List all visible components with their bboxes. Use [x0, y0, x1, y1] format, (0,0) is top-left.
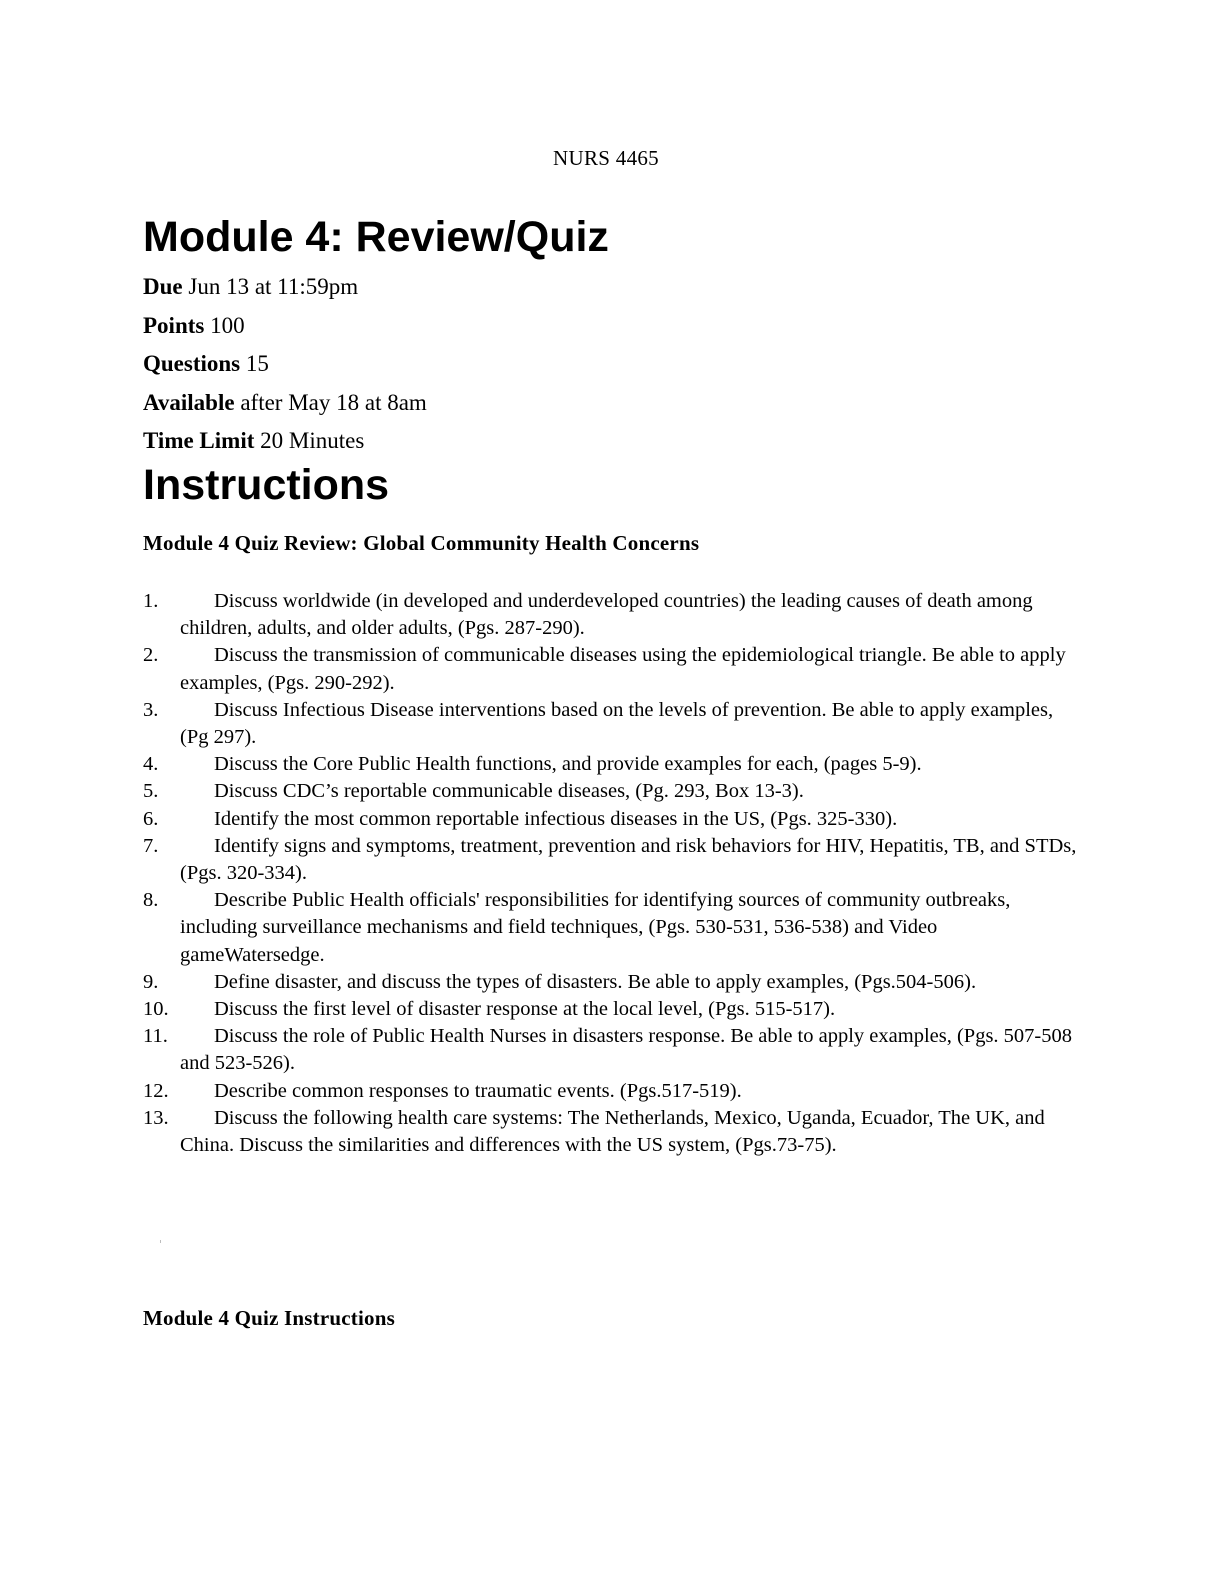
quiz-instructions-heading: Module 4 Quiz Instructions	[143, 1306, 395, 1330]
item-number: 13.	[143, 1106, 169, 1129]
item-text: Discuss the Core Public Health functions, and provide examples for each, (pages 5-9).	[214, 753, 922, 776]
list-item	[143, 996, 1083, 1023]
item-text: Discuss the role of Public Health Nurses in disasters response. Be able to apply examples, (Pgs. 507-508 and 523-526).	[180, 1025, 1072, 1075]
list-item	[143, 751, 1083, 778]
list-item	[143, 887, 1083, 969]
list-item	[143, 806, 1083, 833]
item-text: Identify the most common reportable infectious diseases in the US, (Pgs. 325-330).	[214, 807, 898, 830]
list-item	[143, 833, 1083, 887]
item-number: 3.	[143, 698, 159, 721]
item-number: 8.	[143, 889, 159, 912]
review-subtitle: Module 4 Quiz Review: Global Community Health Concerns	[143, 531, 700, 555]
item-text: Identify signs and symptoms, treatment, prevention and risk behaviors for HIV, Hepatitis, TB, and STDs, (Pgs. 320-334).	[180, 834, 1077, 885]
detail-label: Points	[143, 312, 205, 338]
detail-value: Jun 13 at 11:59pm	[188, 274, 359, 299]
detail-value: after May 18 at 8am	[240, 389, 427, 415]
list-item	[143, 1078, 1083, 1105]
detail-value: 20 Minutes	[260, 428, 365, 454]
detail-value: 15	[245, 351, 269, 377]
item-text: Discuss the transmission of communicable diseases using the epidemiological triangle. Be able to apply examples, (Pgs. 290-292).	[180, 644, 1066, 694]
detail-due	[143, 270, 427, 309]
instructions-heading: Instructions	[143, 461, 390, 509]
item-number: 7.	[143, 834, 159, 857]
assignment-details	[143, 270, 427, 463]
list-item	[143, 642, 1083, 696]
item-text: Discuss the following health care systems: The Netherlands, Mexico, Uganda, Ecuador, The UK, and China. Discuss the similarities and differences with the US system, (Pgs.73-75).	[180, 1106, 1045, 1157]
detail-available	[143, 386, 427, 425]
detail-label: Time Limit	[143, 428, 255, 454]
list-item	[143, 697, 1083, 751]
list-item	[143, 969, 1083, 996]
item-text: Discuss Infectious Disease interventions based on the levels of prevention. Be able to apply examples, (Pg 297).	[180, 698, 1054, 749]
course-code: NURS 4465	[553, 146, 659, 170]
item-text: Discuss CDC’s reportable communicable diseases, (Pg. 293, Box 13-3).	[214, 780, 804, 803]
item-number: 9.	[143, 970, 159, 993]
detail-label: Due	[143, 274, 183, 299]
stray-mark	[160, 1240, 161, 1243]
detail-label: Questions	[143, 351, 241, 377]
detail-questions	[143, 347, 427, 386]
review-topics-list	[143, 588, 1083, 1159]
list-item	[143, 1105, 1083, 1159]
item-text: Describe common responses to traumatic events. (Pgs.517-519).	[214, 1079, 742, 1102]
page-title: Module 4: Review/Quiz	[143, 213, 609, 261]
item-number: 10.	[143, 998, 169, 1021]
item-text: Define disaster, and discuss the types of disasters. Be able to apply examples, (Pgs.504-506).	[214, 970, 977, 993]
item-text: Describe Public Health officials' responsibilities for identifying sources of community outbreaks, including surveillance mechanisms and field techniques, (Pgs. 530-531, 536-538) and Video gameWatersedge.	[180, 889, 1011, 966]
item-number: 12.	[143, 1079, 169, 1102]
item-number: 5.	[143, 780, 159, 803]
detail-value: 100	[210, 312, 245, 338]
item-text: Discuss worldwide (in developed and underdeveloped countries) the leading causes of death among children, adults, and older adults, (Pgs. 287-290).	[180, 590, 1033, 640]
detail-points	[143, 309, 427, 348]
item-number: 11.	[143, 1025, 168, 1048]
item-number: 2.	[143, 644, 159, 667]
item-number: 4.	[143, 753, 159, 776]
list-item	[143, 778, 1083, 805]
item-number: 6.	[143, 807, 159, 830]
item-text: Discuss the first level of disaster response at the local level, (Pgs. 515-517).	[214, 998, 836, 1021]
item-number: 1.	[143, 590, 159, 612]
detail-label: Available	[143, 389, 235, 415]
detail-time-limit	[143, 424, 427, 463]
list-item	[143, 1023, 1083, 1077]
list-item	[143, 588, 1083, 642]
